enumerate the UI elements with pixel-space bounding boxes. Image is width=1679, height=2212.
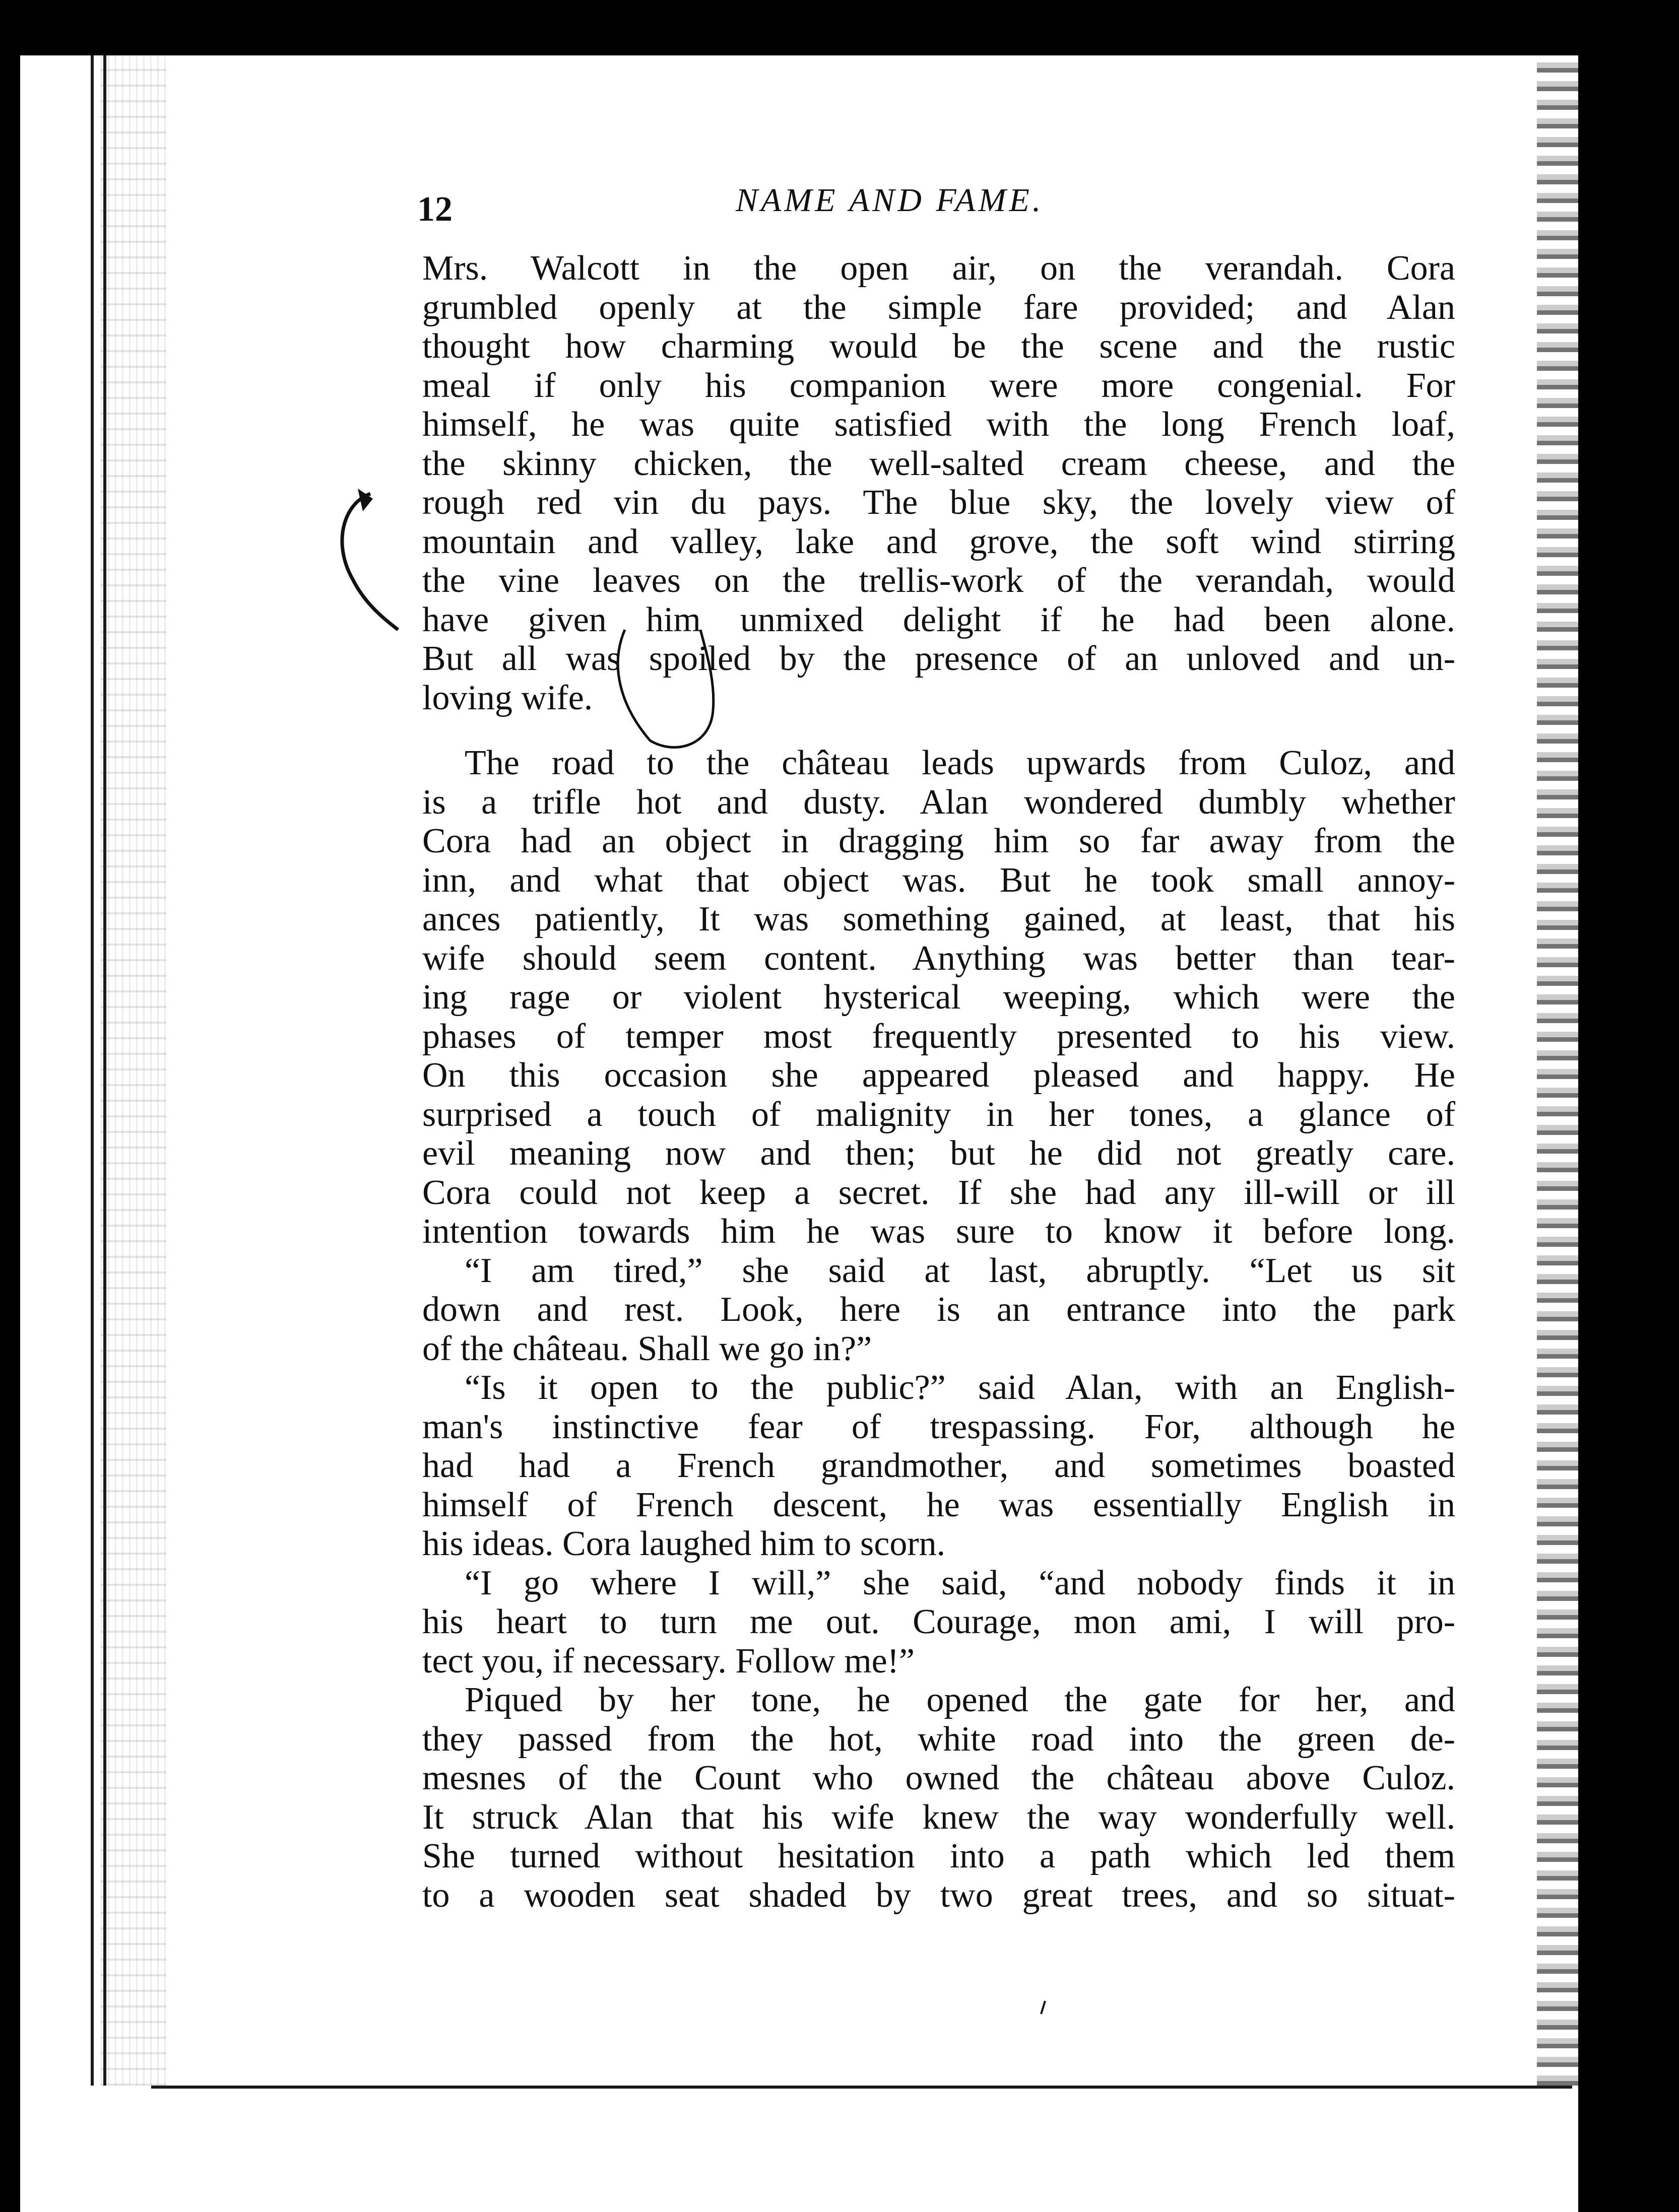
page-fore-edge xyxy=(1537,55,1582,2086)
text-line: Cora had an object in dragging him so far away from the xyxy=(422,822,1455,860)
text-line: wife should seem content. Anything was better than tear- xyxy=(422,939,1455,978)
text-line: meal if only his companion were more congenial. For xyxy=(422,366,1455,405)
text-line: to a wooden seat shaded by two great trees, and so situat- xyxy=(422,1875,1455,1915)
paragraph-start: “I am tired,” she said at last, abruptly. “Let us sit xyxy=(465,1251,1455,1290)
scan-left-border xyxy=(0,0,20,2212)
paragraph-start: Piqued by her tone, he opened the gate for her, and xyxy=(465,1681,1455,1719)
gutter-rule xyxy=(103,55,106,2086)
text-line: himself of French descent, he was essentially English in xyxy=(422,1485,1455,1524)
scan-right-border xyxy=(1578,0,1679,2212)
text-line: phases of temper most frequently presented to his view. xyxy=(422,1017,1455,1056)
text-line: thought how charming would be the scene and the rustic xyxy=(422,327,1455,366)
paragraph-start: The road to the château leads upwards from Culoz, and xyxy=(465,744,1455,782)
gutter-rule xyxy=(91,55,94,2086)
text-line: tect you, if necessary. Follow me!” xyxy=(422,1641,915,1681)
pencil-loop-mark xyxy=(605,620,726,756)
text-line: Mrs. Walcott in the open air, on the verandah. Cora xyxy=(422,249,1455,288)
text-line: Cora could not keep a secret. If she had any ill-will or ill xyxy=(422,1173,1455,1212)
ink-tick-mark xyxy=(1038,2000,1048,2015)
text-line: man's instinctive fear of trespassing. For, although he xyxy=(422,1407,1455,1446)
text-line: is a trifle hot and dusty. Alan wondered dumbly whether xyxy=(422,782,1455,822)
text-line: grumbled openly at the simple fare provided; and Alan xyxy=(422,288,1455,327)
page-number: 12 xyxy=(417,190,453,229)
binding-gutter xyxy=(101,55,166,2086)
text-line: She turned without hesitation into a path which led them xyxy=(422,1837,1455,1875)
text-line: inn, and what that object was. But he took small annoy- xyxy=(422,860,1455,900)
text-line: On this occasion she appeared pleased and happy. He xyxy=(422,1056,1455,1095)
text-line: the vine leaves on the trellis-work of the verandah, would xyxy=(422,561,1455,600)
text-line: It struck Alan that his wife knew the way wonderfully well. xyxy=(422,1797,1455,1837)
bottom-rule xyxy=(151,2086,1572,2089)
text-line: But all was spoiled by the presence of an unloved and un- xyxy=(422,639,1455,678)
text-line: down and rest. Look, here is an entrance into the park xyxy=(422,1290,1455,1329)
running-title: NAME AND FAME. xyxy=(736,182,1044,219)
text-line: his ideas. Cora laughed him to scorn. xyxy=(422,1524,946,1563)
text-line: ing rage or violent hysterical weeping, which were the xyxy=(422,978,1455,1017)
text-line: rough red vin du pays. The blue sky, the lovely view of xyxy=(422,483,1455,522)
text-line: his heart to turn me out. Courage, mon ami, I will pro- xyxy=(422,1602,1455,1641)
text-line: had had a French grandmother, and sometimes boasted xyxy=(422,1446,1455,1485)
text-line: mesnes of the Count who owned the château above Culoz. xyxy=(422,1759,1455,1797)
pencil-bracket-mark xyxy=(322,484,408,635)
text-line: himself, he was quite satisfied with the long French loaf, xyxy=(422,405,1455,444)
text-line: the skinny chicken, the well-salted cream cheese, and the xyxy=(422,444,1455,483)
text-line: evil meaning now and then; but he did not greatly care. xyxy=(422,1134,1455,1173)
text-line: of the château. Shall we go in?” xyxy=(422,1329,872,1368)
paragraph-start: “Is it open to the public?” said Alan, with an English- xyxy=(465,1368,1455,1407)
text-line: they passed from the hot, white road into the green de- xyxy=(422,1719,1455,1759)
scan-top-border xyxy=(0,0,1679,55)
body-text xyxy=(422,249,1455,1915)
text-line: ances patiently, It was something gained, at least, that his xyxy=(422,900,1455,939)
text-line: have given him unmixed delight if he had been alone. xyxy=(422,600,1455,639)
paragraph-start: “I go where I will,” she said, “and nobody finds it in xyxy=(465,1563,1455,1602)
text-line: surprised a touch of malignity in her tones, a glance of xyxy=(422,1095,1455,1134)
text-line: mountain and valley, lake and grove, the soft wind stirring xyxy=(422,522,1455,561)
text-line: loving wife. xyxy=(422,678,593,717)
text-line: intention towards him he was sure to know it before long. xyxy=(422,1212,1455,1251)
